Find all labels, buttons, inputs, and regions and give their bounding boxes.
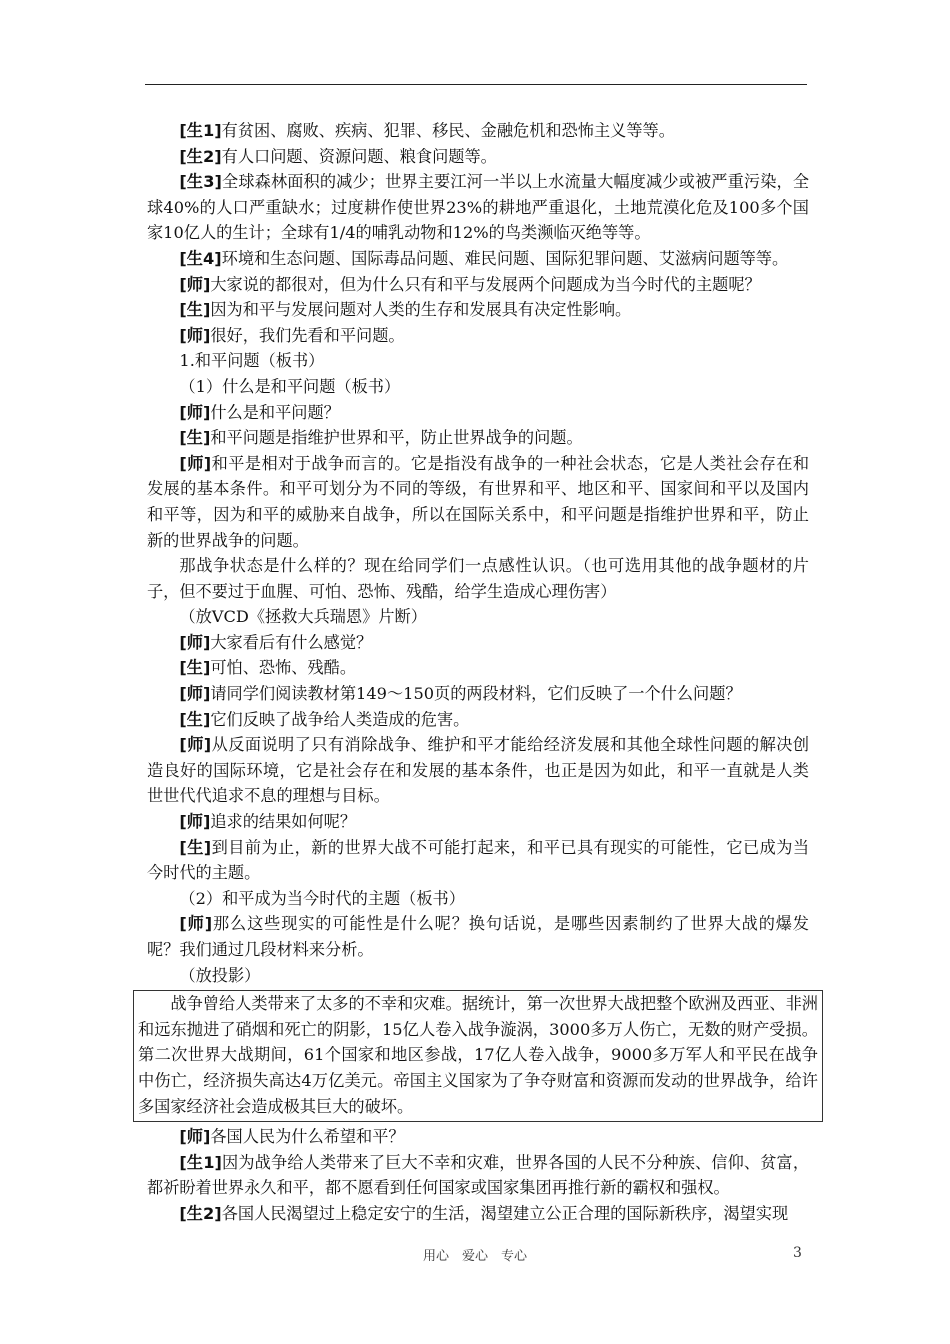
paragraph-text: （放VCD《拯救大兵瑞恩》片断） <box>179 607 427 627</box>
dialogue-paragraph <box>147 886 809 912</box>
paragraph-text: 从反面说明了只有消除战争、维护和平才能给经济发展和其他全球性问题的解决创造良好的国际环境，它是社会存在和发展的基本条件，也正是因为如此，和平一直就是人类世世代代追求不息的理想与目标。 <box>147 735 810 806</box>
dialogue-paragraph <box>147 732 809 809</box>
speaker-label: [师] <box>179 735 212 755</box>
speaker-label: [生] <box>179 837 212 857</box>
speaker-label: [生] <box>179 709 211 729</box>
dialogue-paragraph <box>147 655 809 681</box>
paragraph-text: 因为战争给人类带来了巨大不幸和灾难，世界各国的人民不分种族、信仰、贫富，都祈盼着世界永久和平，都不愿看到任何国家或国家集团再推行新的霸权和强权。 <box>147 1152 810 1198</box>
paragraph-text: 大家看后有什么感觉？ <box>210 632 373 652</box>
paragraph-text: 环境和生态问题、国际毒品问题、难民问题、国际犯罪问题、艾滋病问题等等。 <box>221 248 789 268</box>
paragraph-text: （2）和平成为当今时代的主题（板书） <box>179 888 465 908</box>
paragraph-text: 有人口问题、资源问题、粮食问题等。 <box>221 146 497 166</box>
speaker-label: [师] <box>179 325 211 345</box>
dialogue-paragraph <box>147 809 809 835</box>
footer-slogan: 用心 爱心 专心 <box>422 1249 527 1264</box>
dialogue-paragraph <box>147 451 809 553</box>
dialogue-paragraph <box>147 1201 809 1227</box>
paragraph-text: 追求的结果如何呢？ <box>210 812 357 832</box>
paragraph-text: （放投影） <box>179 965 261 985</box>
document-body <box>138 118 818 1227</box>
speaker-label: [生4] <box>179 248 222 268</box>
paragraph-text: 和平是相对于战争而言的。它是指没有战争的一种社会状态，它是人类社会存在和发展的基本条件。和平可划分为不同的等级，有世界和平、地区和平、国家间和平以及国内和平等，因为和平的威胁来自战争，所以在国际关系中，和平问题是指维护世界和平，防止新的世界战争的问题。 <box>147 453 810 550</box>
dialogue-paragraph <box>147 272 809 298</box>
dialogue-paragraph <box>147 553 809 604</box>
paragraph-text: 请同学们阅读教材第149～150页的两段材料，它们反映了一个什么问题？ <box>210 684 742 704</box>
paragraph-text: 什么是和平问题？ <box>210 402 340 422</box>
paragraph-text: 有贫困、腐败、疾病、犯罪、移民、金融危机和恐怖主义等等。 <box>221 121 675 140</box>
paragraph-text: （1）什么是和平问题（板书） <box>179 376 401 396</box>
dialogue-paragraph <box>147 707 809 733</box>
paragraph-text: 它们反映了战争给人类造成的危害。 <box>210 709 470 729</box>
dialogue-paragraph <box>147 118 809 144</box>
speaker-label: [师] <box>179 453 212 473</box>
paragraph-text: 因为和平与发展问题对人类的生存和发展具有决定性影响。 <box>210 300 632 320</box>
speaker-label: [生] <box>179 428 211 448</box>
paragraph-text: 全球森林面积的减少；世界主要江河一半以上水流量大幅度减少或被严重污染，全球40%的人口严重缺水；过度耕作使世界23%的耕地严重退化，土地荒漠化危及100多个国家10亿人的生计；全球有1/4的哺乳动物和12%的鸟类濒临灭绝等等。 <box>147 172 810 243</box>
speaker-label: [生] <box>179 658 211 678</box>
speaker-label: [生2] <box>179 146 222 166</box>
material-text: 战争曾给人类带来了太多的不幸和灾难。据统计，第一次世界大战把整个欧洲及西亚、非洲和远东抛进了硝烟和死亡的阴影，15亿人卷入战争漩涡，3000多万人伤亡，无数的财产受损。第二次世界大战期间，61个国家和地区参战，17亿人卷入战争，9000多万军人和平民在战争中伤亡，经济损失高达4万亿美元。帝国主义国家为了争夺财富和资源而发动的世界战争，给许多国家经济社会造成极其巨大的破坏。 <box>138 994 818 1116</box>
paragraph-text: 很好，我们先看和平问题。 <box>210 325 405 345</box>
dialogue-paragraph <box>147 911 809 962</box>
paragraph-text: 大家说的都很对，但为什么只有和平与发展两个问题成为当今时代的主题呢？ <box>210 274 761 294</box>
paragraph-text: 1.和平问题（板书） <box>179 351 325 371</box>
paragraph-text: 和平问题是指维护世界和平，防止世界战争的问题。 <box>210 428 583 448</box>
speaker-label: [生1] <box>179 121 222 140</box>
dialogue-before-material <box>147 118 809 988</box>
speaker-label: [生3] <box>179 172 222 192</box>
speaker-label: [生1] <box>179 1152 222 1172</box>
dialogue-paragraph <box>147 681 809 707</box>
dialogue-paragraph <box>147 425 809 451</box>
dialogue-paragraph <box>147 630 809 656</box>
dialogue-paragraph <box>147 963 809 989</box>
paragraph-text: 可怕、恐怖、残酷。 <box>210 658 357 678</box>
dialogue-paragraph <box>147 144 809 170</box>
dialogue-paragraph <box>147 297 809 323</box>
paragraph-text: 各国人民为什么希望和平？ <box>210 1127 405 1147</box>
dialogue-paragraph <box>147 1124 809 1150</box>
page-number: 3 <box>793 1245 802 1261</box>
dialogue-paragraph <box>147 246 809 272</box>
dialogue-after-material <box>147 1124 809 1226</box>
dialogue-paragraph <box>147 348 809 374</box>
dialogue-paragraph <box>147 604 809 630</box>
dialogue-paragraph <box>147 835 809 886</box>
speaker-label: [师] <box>179 914 213 934</box>
speaker-label: [师] <box>179 684 211 704</box>
speaker-label: [师] <box>179 812 211 832</box>
speaker-label: [生2] <box>179 1203 222 1223</box>
dialogue-paragraph <box>147 323 809 349</box>
speaker-label: [师] <box>179 274 211 294</box>
header-rule <box>145 84 807 85</box>
speaker-label: [师] <box>179 1127 211 1147</box>
dialogue-paragraph <box>147 374 809 400</box>
speaker-label: [师] <box>179 632 211 652</box>
material-box <box>133 990 823 1122</box>
paragraph-text: 各国人民渴望过上稳定安宁的生活，渴望建立公正合理的国际新秩序，渴望实现 <box>221 1203 789 1223</box>
paragraph-text: 那么这些现实的可能性是什么呢？换句话说，是哪些因素制约了世界大战的爆发呢？我们通过几段材料来分析。 <box>147 914 809 959</box>
dialogue-paragraph <box>147 400 809 426</box>
paragraph-text: 那战争状态是什么样的？现在给同学们一点感性认识。（也可选用其他的战争题材的片子，但不要过于血腥、可怕、恐怖、残酷，给学生造成心理伤害） <box>147 556 809 601</box>
speaker-label: [生] <box>179 300 211 320</box>
paragraph-text: 到目前为止，新的世界大战不可能打起来，和平已具有现实的可能性，它已成为当今时代的主题。 <box>147 837 810 883</box>
dialogue-paragraph <box>147 1150 809 1201</box>
speaker-label: [师] <box>179 402 211 422</box>
dialogue-paragraph <box>147 169 809 246</box>
